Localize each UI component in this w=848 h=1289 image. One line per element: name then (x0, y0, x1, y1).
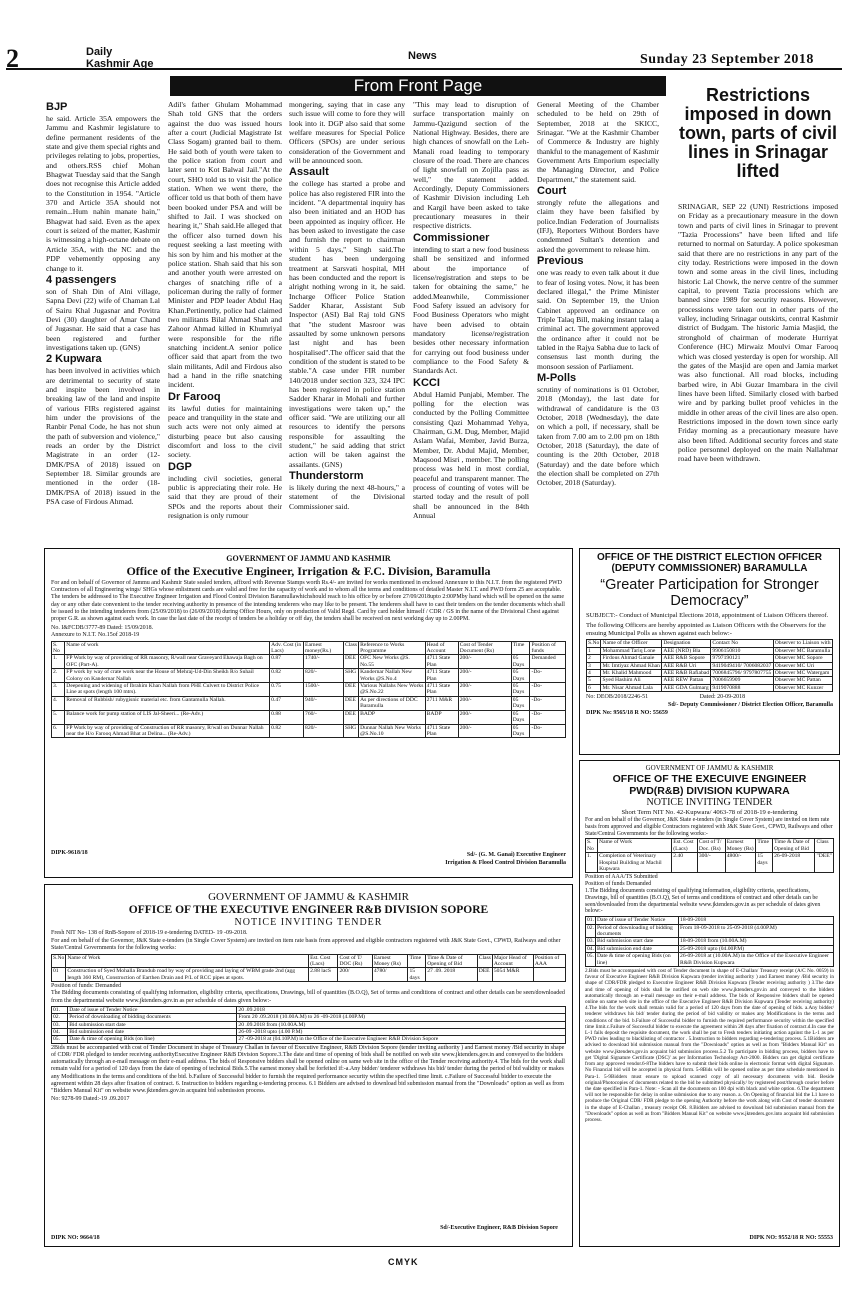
ad3-works-table (51, 954, 566, 983)
table-cell: 200/- (458, 710, 511, 724)
table-row (587, 670, 833, 677)
table-cell: AEE GDA Gulmarg (662, 684, 711, 691)
ad3-number: No: 9278-99 Dated:-19 .09.2017 (51, 1096, 130, 1103)
table-row (52, 1036, 566, 1043)
table-cell: Firdous Ahmad Ganaie (601, 655, 662, 662)
color-registration-mark: CMYK (388, 1257, 419, 1267)
story-text: has been involved in activities which are detrimental to security of state and inspite been involved in breaking law of the land and inspite of various FIRs registered against him under the provisions of the Ranbir Penal Code, he has not shun the path of subversion and violence," reads an order by the District Magistrate in an order (12-DMK/PSA of 2018) issued on September 18. Similar grounds are mentioned in the order (18-DMK/PSA of 2018) issued in the PSA case of Firdous Ahmad. (46, 366, 160, 507)
ad4-dates-table (585, 916, 834, 967)
ad2-subject: SUBJECT:- Conduct of Municipal Elections 2018, appointment of Liaison Officers thereof. (586, 612, 829, 619)
story-heading: BJP (46, 101, 68, 113)
table-cell: AEE R&B Rafiabad (663, 670, 710, 677)
table-header-cell: Earnest Money (Rs) (372, 954, 408, 968)
table-header-cell: Time & Date of Opening of Bid (773, 839, 815, 853)
ad2-dated: Dated: 20-09-2018 (699, 694, 746, 701)
table-cell: Observer MC Kunzer (773, 684, 832, 691)
table-cell: 05 Days (511, 655, 530, 669)
table-cell: 05 Days (511, 669, 530, 683)
table-header-cell: S.No (588, 640, 600, 647)
table-cell: DEE (343, 710, 358, 724)
tender-notice-irrigation (44, 548, 573, 878)
table-header-cell: Designation (662, 640, 711, 647)
table-header-cell: S. No (586, 839, 598, 853)
table-cell: 1500/- (304, 683, 344, 697)
table-row (587, 677, 833, 684)
table-header-cell: Est. Cost (Lacs) (309, 954, 338, 968)
header-rule (6, 68, 842, 70)
table-header-cell: S. No (52, 641, 65, 655)
story-heading: Assault (289, 166, 329, 179)
table-cell: 0.88 (270, 710, 304, 724)
table-row (586, 938, 834, 945)
table-header-cell: Head of Account (425, 641, 458, 655)
table-cell: 9419070888 (711, 684, 773, 691)
table-cell: Bid submission end date (68, 1029, 237, 1036)
table-cell: 3 (587, 662, 601, 669)
table-cell: -Do- (530, 669, 566, 683)
table-cell (533, 968, 565, 982)
story-heading: Commissioner (413, 231, 490, 244)
table-cell: 0.82 (270, 669, 304, 683)
table-header-cell: Major Head of Account (492, 954, 533, 968)
table-header-cell: Class (343, 641, 358, 655)
ad1-dipk: DIPK-9618/18 (51, 849, 88, 856)
table-cell: 05 Days (511, 710, 530, 724)
table-cell: Mr. Khalid Mahmood (601, 670, 662, 677)
ad3-docs: The Bidding documents consisting of qualifying information, eligibility criteria, specifications, Drawings, bill of quantities (B.O.Q), Set of terms and conditions of contract and other details can be seen/downloaded from the departmental website www.jktenders.gov.in as per schedule of dates given below:- (51, 990, 565, 1004)
table-header-cell: Class (815, 839, 834, 853)
table-cell: Observer MC Watergam (773, 670, 832, 677)
story-text: scrutiny of nominations is 01 October, 2018 (Monday), the last date for withdrawal of candidature is the 03 October, 2018 (Wednesday), the date on which a poll, if necessary, shall be taken from 7.00 am to 2.00 pm on 18th October, 2018 (Saturday), the date of counting is the 20th October, 2018 (Saturday) and the date before which the election shall be completed on 27th October, 2018 (Saturday). (537, 384, 659, 488)
news-column-1 (46, 100, 160, 540)
table-cell: Bid submission end date (596, 945, 679, 952)
table-cell: 15 days (408, 968, 426, 982)
table-cell: 4711 State Plan (425, 683, 458, 697)
ad2-number: No: DEOB/2018/2246-51 (586, 694, 649, 701)
table-cell: Period of downloading of bidding documents (68, 1014, 237, 1021)
ad3-govt: GOVERNMENT OF JAMMU & KASHMIR (208, 891, 409, 903)
election-liaison-notice (579, 548, 840, 755)
ad3-fresh: Fresh NIT No- 138 of RnB-Sopore of 2018-19 e-tendering DATED- 19 -09-2018. (51, 930, 248, 936)
table-cell: 1. (52, 655, 65, 669)
table-cell: 5 (587, 677, 601, 684)
table-cell: 03. (587, 938, 594, 945)
news-column-2 (168, 100, 282, 540)
story-text: one was ready to even talk about it due to fear of losing votes. Now, it has been declared illegal," the Prime Minister said. On September 19, the Union Cabinet approved an ordinance on Triple Talaq Bill, making instant talaq a criminal act. The government approved the ordinance after it could not be tabled in the Rajya Sabha due to lack of consensus last month during the monsoon session of Parliament. (537, 268, 659, 371)
table-cell: As per directions of DDC Baramulla (359, 696, 426, 710)
table-cell: 300/- (697, 853, 725, 873)
table-cell: Date & time of opening Bids (on line) (68, 1036, 237, 1043)
ad1-number: No. I&FCDB/3777-89 Dated: 15/09/2018. (51, 625, 154, 632)
table-cell: 05. (586, 953, 596, 967)
table-row (52, 1021, 566, 1028)
table-row (586, 924, 834, 938)
table-header-cell: Position of funds (530, 641, 566, 655)
table-cell: 0.82 (270, 724, 304, 738)
table-row (586, 945, 834, 952)
ad3-notice: NOTICE INVITING TENDER (234, 917, 383, 928)
table-cell: 05 Days (511, 683, 530, 697)
table-row (587, 655, 833, 662)
table-cell: Mr. Nisar Ahmad Lala (601, 684, 662, 691)
story-text: General Meeting of the Chamber scheduled to be held on 29th of September, 2018 at the SKICC, Srinagar. "We at the Kashmir Chamber of Commerce & Industry are highly thankful to the management of Kashmir Government Arts Emporium especially the Managing Director, and Police Department," the statement said. (537, 100, 659, 184)
table-cell: Balance work for pump station of LIS Jal-Sheeri... (Re-Adv.) (65, 710, 270, 724)
ad1-govt: GOVERNMENT OF JAMMU AND KASHMIR (226, 554, 391, 563)
table-cell: DEE (343, 683, 358, 697)
table-header-cell: Position of AAA (533, 954, 565, 968)
story-heading: 2 Kupwara (46, 353, 102, 366)
table-cell: 2711 M&R (425, 696, 458, 710)
table-cell: FP work by way of crate work near the House of Mehraj-Ud-Din Sheikh R/o Suhail Colony on Kandernar Nallah (65, 669, 270, 683)
table-cell: 26-09 -2018 upto (4.00 P.M) (237, 1029, 566, 1036)
table-cell: FP Work by way of providing of RR masonry, R/wall near Graveyard Ehawaja Bagh on OFC (Part-A). (65, 655, 270, 669)
table-cell: 940/- (304, 696, 344, 710)
table-cell: 4. (52, 696, 65, 710)
table-header-cell: Cost of T/ Doc. (Rs) (697, 839, 725, 853)
table-cell: 200/- (458, 655, 511, 669)
table-header-cell: Adv. Cost (in Lacs) (270, 641, 304, 655)
table-cell: Kandernar Nallah New Works @S.No.4 (359, 669, 426, 683)
table-header-cell: Cost of Tender Document (Rs) (458, 641, 511, 655)
ad2-signature: Sd/- Deputy Commissioner / District Election Officer, Baramulla (668, 702, 833, 709)
table-cell: 05. (52, 1036, 68, 1043)
table-header-cell: Class (477, 954, 492, 968)
ad4-funds: Position of funds Demanded (585, 881, 652, 888)
table-cell: AEE REW Pattan (662, 677, 711, 684)
table-cell: DEE (343, 655, 358, 669)
story-heading: Court (537, 185, 567, 198)
table-cell: 4711 State Plan (425, 669, 458, 683)
table-row (586, 917, 834, 924)
ad1-works-table (51, 641, 566, 739)
ad3-dates-table (51, 1006, 566, 1044)
table-row (52, 655, 566, 669)
table-header-cell: Name of work (65, 641, 270, 655)
table-cell: "DEE" (815, 853, 834, 873)
newspaper-name-line1: Daily (86, 46, 113, 58)
table-row (587, 684, 833, 691)
table-cell: Period of downloading of bidding documents (596, 924, 679, 938)
table-cell: Syed Hashim Ali (601, 677, 662, 684)
table-cell: 1 (587, 647, 601, 654)
table-cell: 200/- (458, 669, 511, 683)
story-text: son of Shah Din of Alni village, Sapna Devi (22) wife of Chaman Lal of Sairu Khal Jugasnar and Povitra Devi (30) daughter of Amar Chand of Jugasnar. He said that a case has been registered and further investigations taken up. (GNS) (46, 286, 160, 352)
ad1-office: Office of the Executive Engineer, Irrigation & F.C. Division, Baramulla (126, 564, 491, 578)
story-text: its lawful duties for maintaining peace and tranquility in the state and such acts were not only aimed at disturbing peace but also causing discomfort and loss to the civil society. (168, 403, 282, 460)
table-cell: -Do- (530, 696, 566, 710)
tender-notice-kupwara (579, 760, 840, 1247)
table-cell: Construction of Syed Mohalla Brandub road by way of providing and laying of WBM grade 2nd (agg length 360 RM), Construction of Earthen Drain and P/L of RCC pipes at spots. (66, 968, 309, 982)
news-column-4 (413, 100, 529, 540)
story-text: "This may lead to disruption of surface transportation mainly on Jammu-Qazigund section of the National Highway. Besides, there are high chances of snowfall on the Leh-Manali road leading to temporary closure of the road. There are chances of light snowfall on Zojilla pass as well," the statement added. Accordingly, Deputy Commissioners of Kashmir Division including Leh and Kargil have been asked to take precautionary measures in their respective districts. (413, 100, 529, 231)
table-cell: 1. (586, 853, 598, 873)
page-number: 2 (6, 44, 19, 73)
table-cell: Completion of Veterinary Hospital Building at Machil Kupwara (598, 853, 672, 873)
story-text: the college has started a probe and police has also registered FIR into the incident. "A departmental inquiry has also been initiated and an HOD has been appointed as inquiry officer. He has been asked to investigate the case and furnish the report to chairman within 5 days," Singh said.The student has been undergoing treatment at Sarsvati hospital, MH has been conducted and the report is alright nothing wrong in it, he said. Incharge Officer Police Station Sadder Kharar, Assistant Sub Inspector (ASI) Bal Raj told GNS that "the student Masroor was assaulted by some unknown persons last night and has been hospitalised".The officer said that the condition of the student is stated to be stable."A case under FIR number 140/2018 under section 323, 324 IPC has been registered in police station Sadder Kharar in Mohali and further investigations were taken up," the officer said. "We are utilizing our all resources to identify the persons responsible for assaulting the student," he said adding that strict action will be taken against the assailants. (GNS) (289, 179, 405, 469)
table-cell: 20 .09.2018 (237, 1006, 566, 1013)
table-cell: Bid submission start date (596, 938, 679, 945)
ad3-rest: 2Bids must be accompanied with cost of Tender Document in shape of Treasury Challan in favour of Executive Engineer, R&B Division Sopore (tender inviting authority ) and Earnest money /Bid security in shape of CDR/ FDR pledged to tender receiving authorityExecutive Engineer R&B Division Sopore.3.The date and time of opening of bids shall be notified on web site www.jktenders.gov.in and conveyed to the bidders automatically through an e-mail message on their e-mail address. The bids of Responsive bidders shall be opened online on same web site in the office of the Tender receiving authority.4. The bids for the work shall remain valid for a period of 120 days from the date of opening of technical Bids.5.The earnest money shall be forfeited if:-a.Any bidder/ tenderer withdraws his bid/ tender during the period of bid validity or makes any Modifications in the terms and conditions of the bid. b.Failure of Successful bidder to furnish the required performance security within the specified time limit. c.Failure of Successful bidder to execute the agreement within 28 days after fixation of contract. 6. Instruction to bidders regarding e-tendering process. 6.1 Bidders are advised to download bid submission manual from the "Downloads" option as well as from "Bidders Manual Kit" on website www.jktenders.gov.in acquaint bid submission process. (51, 1044, 565, 1095)
ad2-slogan: “Greater Participation for Stronger Democracy” (600, 577, 819, 609)
ad4-office: OFFICE OF THE EXECUIVE ENGINEER PWD(R&B) DIVISION KUPWARA (612, 773, 807, 797)
table-cell: 02. (52, 1014, 68, 1021)
table-cell: 200/- (458, 683, 511, 697)
table-header-cell: Time (408, 954, 426, 968)
ad1-signature: Sd/- (G. M. Ganai) Executive Engineer (466, 851, 566, 858)
table-cell: 1740/- (304, 655, 344, 669)
table-cell: AEE R&B Sopore (662, 655, 711, 662)
ad1-signature-office: Irrigation & Flood Control Division Baramulla (445, 859, 566, 866)
ad1-annexure: Annexure to N.I.T. No.15of 2018-19 (51, 632, 140, 639)
newspaper-name (86, 46, 153, 70)
table-cell: Date & time of opening Bids (on line) (596, 953, 679, 967)
table-cell: 4780/ (372, 968, 408, 982)
table-cell: -Do- (530, 683, 566, 697)
table-cell: 15 days (756, 853, 773, 873)
story-text: strongly refute the allegations and claim they have been falsified by police.Indian Federation of Journalists (IFJ), Reporters Without Borders have condemned Sultan's detention and asked the government to release him. (537, 198, 659, 254)
story-heading: Dr Farooq (168, 390, 221, 403)
table-cell: 7006659909 (711, 677, 773, 684)
table-cell: 2.88 lacS (309, 968, 338, 982)
table-header-cell: Reference to Works Programme (359, 641, 426, 655)
table-cell: 6. (52, 724, 65, 738)
table-cell: 9797190121 (711, 655, 773, 662)
ad3-office: OFFICE OF THE EXECUTIVE ENGINEER R&B DIVISION SOPORE (128, 904, 489, 916)
story-heading: DGP (168, 460, 192, 473)
table-cell: 26-09-2018 at (10.00A.M) in the Office of the Executive Engineer R&B Division Kupwara (679, 953, 834, 967)
table-cell: Various Nallahs New Works @S.No.22 (360, 683, 424, 696)
ad4-dipk: DIPK NO: 9552/18 R NO: 55553 (749, 1235, 833, 1242)
table-cell: Date of issue of Tender Notice (596, 917, 679, 924)
table-cell: 05 Days (511, 724, 530, 738)
table-cell: Observer MC Pattan (773, 677, 832, 684)
table-cell: 820/- (304, 724, 344, 738)
newspaper-name-line2: Kashmir Age (86, 58, 154, 70)
table-cell: 200/- (458, 724, 511, 738)
ad3-funds: Position of funds: Demanded (51, 983, 122, 990)
story-text: is likely during the next 48-hours," a statement of the Divisional Commissioner said. (289, 483, 405, 511)
table-header-cell: Est. Cost (Lacs) (672, 839, 698, 853)
table-cell: 5. (52, 710, 65, 724)
ad3-dipk: DIPK NO: 9664/18 (51, 1234, 100, 1241)
table-cell: 200/- (458, 696, 511, 710)
ad4-aaa: Position of AAA/TS Submitted (585, 874, 658, 881)
table-cell: 9419049410/ 7006082037 (712, 662, 772, 669)
story-text: he said. Article 35A empowers the Jammu and Kashmir legislature to define permanent residents of the state and give them special rights and privileges relating to jobs, properties, and others.RSS chief Mohan Bhagwat Tuesday said that the Sangh does not recognise this Article added to the Constitution in 1954. "Article 370 and Article 35A should not remain...Hum nahin manate hain," Bhagwat had said. Even as the apex court is seized of the matter, Kashmir is witnessing a high-octane debate on Article 35A, with the NC and the PDP vehemently opposing any change to it. (46, 114, 160, 273)
table-cell: SHG (343, 724, 358, 738)
table-header-cell: Earnest Money (Rs) (725, 839, 756, 853)
table-row (586, 853, 834, 873)
table-cell: 01 (52, 968, 66, 982)
ad1-body: For and on behalf of Governor of Jammu and Kashmir State sealed tenders, affixed with Revenue Stamps worth Rs.4/- are invited for works mentioned in enclosed Annexure to this N.I.T. from the registered PWD Contractors of all Engineering wings/ SHGs whose enlistment cards are valid and free for the capacity of work and to whom all the terms and conditions of detailed Master N.I.T. and PWD form 25 are acceptable. The tenders be addressed to The Executive Engineer Irrigation and Flood Control Division Baramullawhichshould reach to his office by or before 27/09/2018upto 2:00PMby hand which will be opened on the same day or any other date convenient to the tender receiving authority in presence of the intending tenderers who may like to be present. The tenderers shall have to cast their tenders on the tender documents which shall be issued to the intending tenderers from (25/09/2018) to (26/09/2018) during Office Hours, only on production of Valid Regd. Card by card holder himself / CDR / GS in the name of the Divisional Chest against proper G.R. as shown against each work. In case the last date of the receipt of tenders be a holiday or off day, the tenders shall be received on next working day up to 2.00PM. (51, 580, 565, 623)
ad4-body: For and on behalf of the Governor, J&K State e-tenders (in Single Cover System) are invited on item rate basis from approved and eligible Contractors registered with J&K State Govt., CPWD, Railways and other State/Central Governments for the following works:- (585, 817, 833, 837)
table-cell: From 18-09-2018 to 25-09-2018 (4.00P.M) (679, 924, 834, 938)
table-cell: -Do- (530, 724, 566, 738)
table-cell: 05 Days (511, 696, 530, 710)
table-cell: 03. (52, 1021, 68, 1028)
table-cell: 18-09-2018 from (10.00A.M) (679, 938, 834, 945)
table-cell: -Do- (530, 710, 566, 724)
table-cell: 04. (52, 1029, 68, 1036)
table-cell: 18-09-2018 (679, 917, 834, 924)
table-header-cell: Name of Work (598, 839, 672, 853)
table-cell: 7006845796/ 9797807755 (712, 670, 772, 677)
story-heading: KCCI (413, 376, 440, 389)
table-cell: OFC New Works @S. No.55 (359, 655, 426, 669)
table-row (52, 683, 566, 697)
story-text: Abdul Hamid Punjabi, Member. The polling for the election was conducted by the Polling Committee consisting Qazi Mohammad Yehya, Chairman, G.M. Dug, Member, Majid Aslam Wafai, Member, Javid Burza, Member, Dr. Abdul Majid, Member, Maqsood Misri , member. The polling process was held in most cordial, peaceful and transparent manner. The process of counting of votes will be started today and the result of poll shall be announced in the 84th Annual (413, 389, 529, 521)
table-cell: 6 (587, 684, 601, 691)
table-row (52, 1006, 566, 1013)
table-row (52, 724, 566, 738)
table-cell: Removal of Rubbish/ rubygisnic material etc. from Gantamulla Nallah. (65, 696, 270, 710)
table-cell: FP Work by way of providing of Construction of RR masonry, R/wall on Dunnar Nallah near the H/o Farooq Ahmad Bhat at Delina... (Re-Adv.) (65, 724, 270, 738)
table-cell: Bid submission start date (68, 1021, 237, 1028)
ad4-rest: 2.Bids must be accompanied with cost of Tender document in shape of E-Challan/ Treasury receipt (A/C No. 0059) in favour of Executive Engineer R&B Division Kupwara (tender inviting authority ) and Earnest money /Bid security in shape of CDR/FDR pledged to Executive Engineer R&B Division Kupwara (Tender receiving authority ) 3.The date and time of opening of bids shall be notified on web site www.jktenders.gov.in and conveyed to the bidders automatically through an e-mail message on their e-mail address. The bids of Responsive bidders shall be opened online on same web site in the office of the Executive Engineer R&B Division Kupwara (Tender receiving authority) 4.The bids for the work shall remain valid for a period of 120 days from the date of opening of bids. a.Any bidder/ tenderer withdraws his bid/ tender during the period of bid validity or makes any Modifications in the terms and conditions of the bid. b.Failure of Successful bidder to furnish the required performance security within the specified time limit.c.Failure of Successful bidder to execute the agreement within 28 days after fixation of contract.d.In case the L-1 fails deposit the requisite document, the work shall be put to Fresh tenders initiating action against the L-1 as per PWD rules leading to blacklisting of contractor . 5.Instruction to bidders regarding e-tendering process. 5.1Bidders are advised to download bid submission manual from the "Downloads" option as well as from "Bidders Manual Kit" on website www.jktenders.gov.in acquaint bid submission process.5.2 To participate in bidding process, bidders have to get 'Digital Signature Certificate (DSC)' as per Information Technology Act-2000. Bidders can get digital certificate from any approved vendor.6-8The bidders have to submit their bids online in electronic format with digital Signature. No Financial bid will be accepted in physical form. 5-8Bids will be opened online as per time schedule mentioned in Para-1. 5-9Bidders must ensure to upload scanned copy of all necessary documents with bid. Beside original/Photocopies of documents related to the bid be submitted physically/ by registered post/through courier before the date specified in Para-1. Note: - Scan all the documents on 100 dpi with black and white option. 6.The department will not be responsible for delay in online submission due to any reason. a. On Opening of financial bid the L1 have to produce the Original CDR/ FDR pledge to the opening Authority before the work along with Cost of tender document in the shape of E-Challan , treasury receipt OR. 8.Bidders are advised to download bid submission manual from the "Downloads" option as well as from "Bidders Manual Kit" on website www.jktenders.gov.into acquaint bid submission process. (585, 968, 834, 1123)
table-cell: 820/- (304, 669, 344, 683)
table-cell: Mohammad Tariq Lone (601, 647, 662, 654)
table-header-cell: Time (511, 641, 530, 655)
table-cell: 9906150810 (711, 647, 773, 654)
table-cell: 4711 State Plan (425, 655, 458, 669)
table-cell: 5054 M&R (492, 968, 533, 982)
table-header-cell: Time & Date of Opening of Bid (426, 954, 478, 968)
ad2-dipk: DIPK No: 9565/18 R NO: 55659 (586, 709, 668, 716)
story-heading: Thunderstorm (289, 470, 364, 483)
story-heading: Previous (537, 255, 584, 268)
ad4-docs: 1.The Bidding documents consisting of qualifying information, eligibility criteria, specifications, Drawings, bill of quantities (B.O.Q), Set of terms and conditions of contract and other details can be seen/downloaded from the departmental website www.jktenders.gov.in as per schedule of dates given below:- (585, 888, 821, 915)
table-cell: 2 (587, 655, 601, 662)
table-cell: Dunnar Nallah New Works @S.No.10 (359, 724, 426, 738)
ad2-officer-table (586, 639, 833, 692)
issue-date: Sunday 23 September 2018 (640, 52, 814, 67)
table-header-cell: Earnest money(Rs.) (304, 641, 344, 655)
table-cell: 760/- (304, 710, 344, 724)
table-cell: 20 .09.2018 from (10.00A.M) (237, 1021, 566, 1028)
tender-notice-rnb-sopore (44, 884, 573, 1247)
table-cell: 0.75 (270, 683, 304, 697)
story-text: Adil's father Ghulam Mohammad Shah told GNS that the orders against the duo was issued hours after a court (Judicial Magistrate Ist Class Sogam) granted bail to them. He said both of youth were taken to the police station from court and later sent to Kot Balwal Jail."At the court, SHO told us to visit the police station. When we went there, the officer told us that both of them have been booked under PSA and will be shifted to Jail. I was shocked on hearing it," Shah said.He alleged that the officer also turned down his request seeking a last meeting with his son by him and his mother at the police station. Shah said that his son and another youth were arrested on charges of snatching rifle of a policeman during the rally of former Minister and PDP leader Abdul Haq Khan.Pertinently, police had claimed two militants Bilal Ahmad Shah and Zahoor Ahmad killed in Khumriyal were responsible for the rifle snatching incident.A senior police officer said that apart from the two slain militants, Adil and Firdous also had a hand in the rifle snatching incident. (168, 100, 282, 390)
news-column-5 (537, 100, 659, 540)
ad4-govt: GOVERNMENT OF JAMMU & KASHMIR (645, 764, 774, 772)
table-cell: 01. (587, 917, 594, 924)
table-cell: 4800/- (725, 853, 756, 873)
table-cell: 0.87 (270, 655, 304, 669)
table-cell: Date of issue of Tender Notice (68, 1006, 237, 1013)
table-cell: 02. (586, 924, 596, 938)
table-cell: 4711 State Plan (425, 724, 458, 738)
table-row (52, 1029, 566, 1036)
table-cell: BADP (425, 710, 458, 724)
lead-story-text: SRINAGAR, SEP 22 (UNI) Restrictions imposed on Friday as a precautionary measure in the down town and parts of civil lines in Srinagar to prevent "Tazia Processions" have been lifted and life returned to normal on Saturday. A police spokesman said that there are no restrictions in any part of the city today. Restrictions were imposed in the down town and some areas in the civil lines, including historic Lal Chowk, the nerve centre of the summer capital, to prevent Tazia processions which are banned since 1989 for security reasons. However, processions were taken out in other parts of the valley, including Srinagar outskirts, central Kashmir district of Budgam. The historic Jamia Masjid, the stronghold of chairman of moderate Hurriyat Conference (HC) Mirwaiz Moulvi Omar Farooq which was closed yesterday is open for worship. All the gates of the Masjid are open and Jamia market was also functional. All road blocks, including barbed wire, in Abi Guzar Imambara in the civil lines have been lifted. Similarly closed with barbed wire and by parking bullet proof vehicles in the middle in other areas of the civil lines are also open. Restrictions imposed in the down town since early Friday morning as a precautionary measure have also been lifted. Additional security forces and state police personnel deployed on the main Nallahmar road have been withdrawn. (678, 202, 838, 464)
table-cell: AEE R&B Uri (662, 662, 711, 669)
table-row (52, 710, 566, 724)
table-cell: 27 .09. 2018 (426, 968, 478, 982)
table-cell: Observer MC Uri (773, 662, 832, 669)
table-cell: DEE (477, 968, 492, 982)
table-row (52, 669, 566, 683)
table-cell: SHG (343, 669, 358, 683)
story-text: intending to start a new food business shall be sensitized and informed about the importance of license/registration and steps to be taken for obtaining the same," he added.Meanwhile, Commissioner Food Safety issued an advisory for Food Business Operators who might have been advised to obtain mandatory license/registration besides other necessary information for carrying out food business under compliance to the Food Safety & Standards Act. (413, 244, 529, 376)
ad3-body: For and on behalf of the Governor, J&K State e-tenders (in Single Cover System) are invited on item rate basis from approved and eligible contractors registered with J&K State Govt., CPWD, Railways and other State/Central Governments for the following works: (51, 938, 561, 952)
table-header-cell: Observer to Liaison with (774, 640, 831, 647)
ad4-nit: Short Term NIT No. 42-Kupwara/ 4063-78 of 2018-19 e-tendering (621, 809, 798, 816)
section-banner: From Front Page (170, 76, 666, 96)
table-cell: Deepening and widening of Ibrahim Khan Nallah from PHE Culvert to District Police Line at spots (length 100 mtrs). (65, 683, 270, 697)
table-header-cell: Contact No (711, 640, 773, 647)
table-cell: Observer MC Baramulla (773, 647, 832, 654)
table-header-cell: Time (756, 839, 773, 853)
ad4-notice: NOTICE INVITING TENDER (646, 797, 773, 808)
table-cell: 01. (52, 1006, 68, 1013)
table-cell: DEE (343, 696, 358, 710)
table-cell: 0.47 (270, 696, 304, 710)
table-cell: 04. (587, 945, 594, 952)
table-cell: BADP (359, 710, 426, 724)
table-cell: 2. (52, 669, 65, 683)
table-cell: 3. (52, 683, 65, 697)
table-header-cell: Name of the Officer (601, 640, 662, 647)
table-cell: Observer MC Sopore (773, 655, 832, 662)
table-row (587, 647, 833, 654)
table-cell: From 20 .09.2018 (10.00A.M) to 26 -09-2018 (4.00P.M) (237, 1014, 566, 1021)
table-row (587, 662, 833, 669)
table-cell: 200/ (338, 968, 372, 982)
table-cell: Demanded (530, 655, 566, 669)
ad3-signature: Sd/-Executive Engineer, R&B Division Sopore (440, 1224, 558, 1231)
story-heading: 4 passengers (46, 273, 117, 286)
table-row (586, 953, 834, 967)
table-header-cell: Name of Work (66, 954, 309, 968)
table-row (52, 968, 566, 982)
story-text: mongering, saying that in case any such issue will come to fore they will look into it. DGP also said that some welfare measures for Special Police Officers (SPOs) are under serious consideration of the Government and will be announced soon. (289, 100, 405, 166)
table-header-cell: Cost of T/ DOC (Rs) (338, 954, 372, 968)
table-row (52, 1014, 566, 1021)
table-cell: 25-09-2018 upto (04.00P.M) (679, 945, 834, 952)
table-row (52, 696, 566, 710)
story-text: including civil societies, general public is appreciating their role. He said that they are proud of their SPOs and the reports about their resignation is only rumour (168, 473, 282, 521)
ad2-office: OFFICE OF THE DISTRICT ELECTION OFFICER (DEPUTY COMMISSIONER) BARAMULLA (597, 552, 822, 574)
table-cell: 27 -09-2018 at (04.10P.M) in the Office of the Executive Engineer R&B Division Sopore (237, 1036, 566, 1043)
table-cell: 4 (587, 670, 601, 677)
ad4-works-table (585, 838, 834, 873)
story-heading: M-Polls (537, 371, 577, 384)
table-cell: Mr. Imtiyaz Ahmad Khan (602, 662, 660, 669)
table-header-cell: S.No (52, 954, 66, 968)
table-cell: 2.40 (672, 853, 698, 873)
table-cell: 26-09-2018 (773, 853, 815, 873)
ad2-body: The following Officers are hereby appointed as Liaison Officers with the Observers for the ensuing Municipal Polls as shown against each below:- (586, 621, 826, 637)
lead-headline: Restrictions imposed in down town, parts of civil lines in Srinagar lifted (678, 85, 838, 181)
table-cell: AEE (NRD) Bla (662, 647, 711, 654)
section-label: News (408, 50, 437, 62)
news-column-3 (289, 100, 405, 540)
